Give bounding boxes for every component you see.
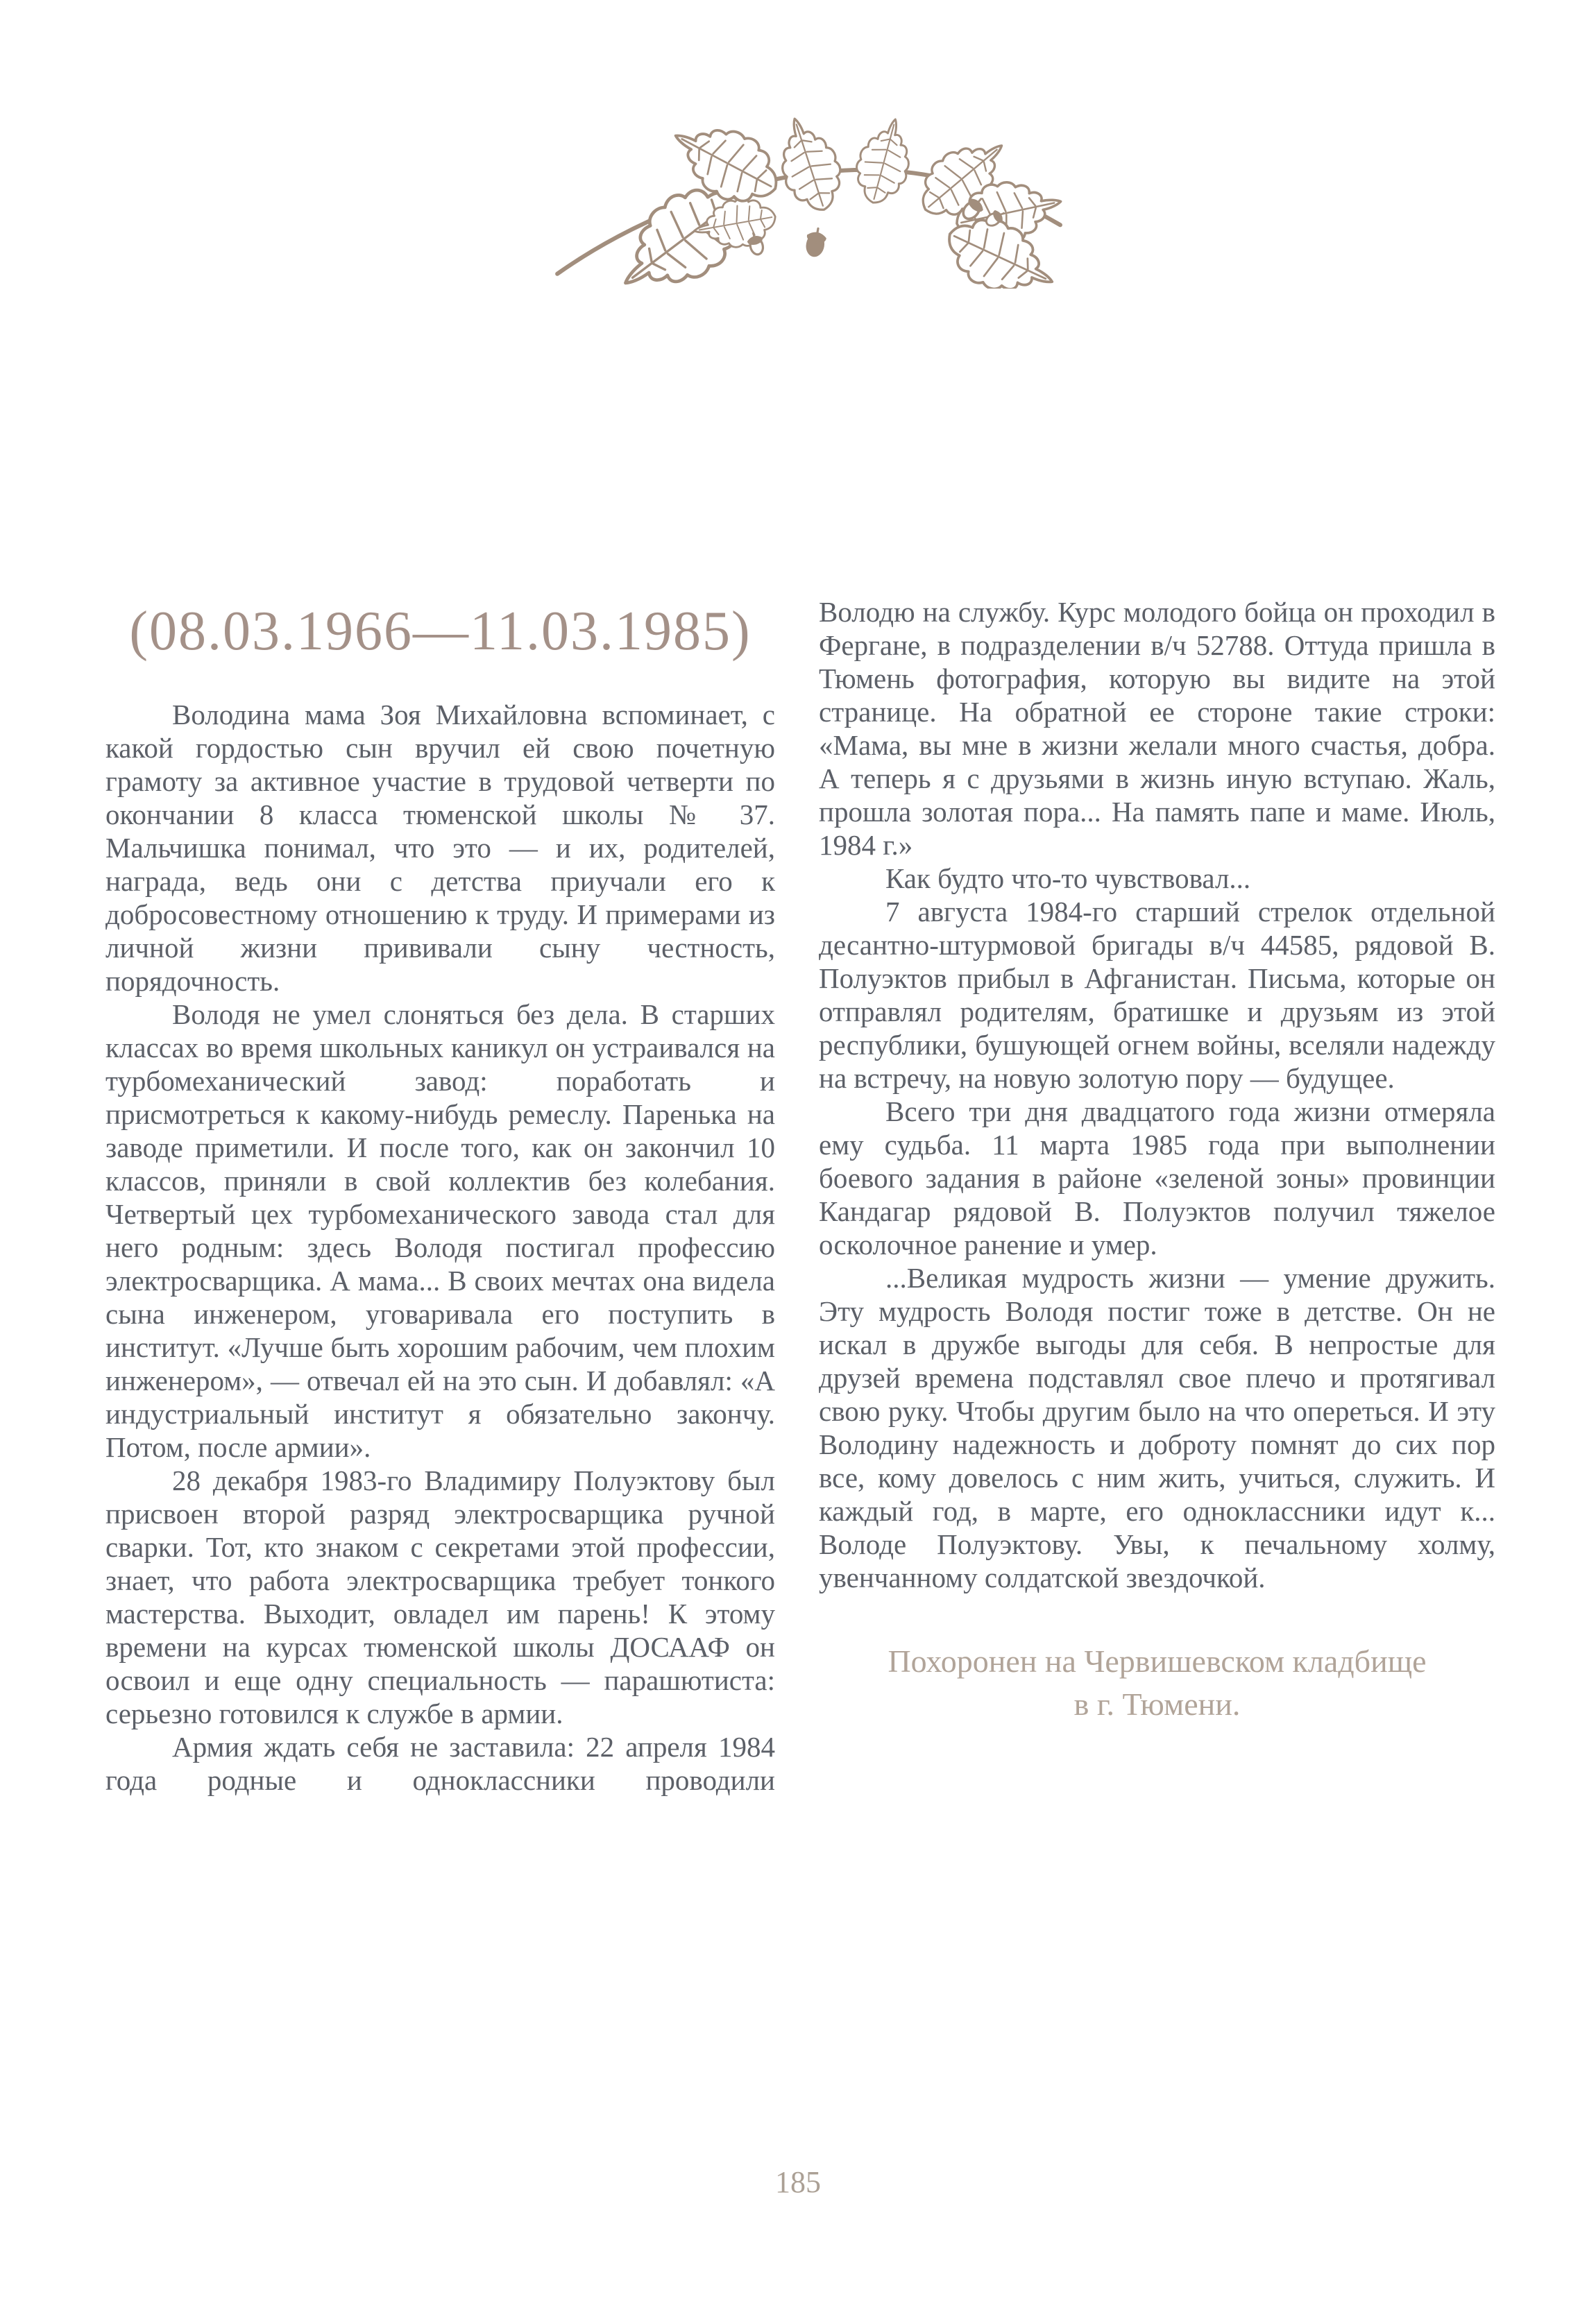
page-number: 185 (775, 2165, 821, 2199)
paragraph: ...Великая мудрость жизни — умение дружить. Эту мудрость Володя постиг тоже в детстве. Он не искал в дружбе выгоды для себя. В непростые для друзей времена подставлял свое плечо и протягивал свою руку. Чтобы другим было на что опереться. И эту Володину надежность и доброту помнят до сих пор все, кому довелось с ним жить, учиться, служить. И каждый год, в марте, его одноклассники идут к... Володе Полуэктову. Увы, к печальному холму, увенчанному солдатской звездочкой. (819, 1262, 1495, 1594)
paragraph: Володина мама Зоя Михайловна вспоминает, с какой гордостью сын вручил ей свою почетную грамоту за активное участие в трудовой четверти по окончании 8 класса тюменской школы № 37. Мальчишка понимал, что это — и их, родителей, награда, ведь они с детства приучали его к добросовестному отношению к труду. И примерами из личной жизни прививали сыну честность, порядочность. (105, 699, 775, 997)
paragraph: Володю на службу. Курс молодого бойца он проходил в Фергане, в подразделении в/ч 52788. Оттуда пришла в Тюмень фотография, которую вы видите на этой странице. На обратной ее стороне такие строки: «Мама, вы мне в жизни желали много счастья, добра. А теперь я с друзьями в жизнь иную вступаю. Жаль, прошла золотая пора... На память папе и маме. Июль, 1984 г.» (819, 596, 1495, 861)
paragraph: Володя не умел слоняться без дела. В старших классах во время школьных каникул он устраивался на турбомеханический завод: поработать и присмотреться к какому-нибудь ремеслу. Паренька на заводе приметили. И после того, как он закончил 10 классов, приняли в свой коллектив без колебания. Четвертый цех турбомеханического завода стал для него родным: здесь Володя постигал профессию электросварщика. А мама... В своих мечтах она видела сына инженером, уговаривала его поступить в институт. «Лучше быть хорошим рабочим, чем плохим инженером», — отвечал ей на это сын. И добавлял: «А индустриальный институт я обязательно закончу. Потом, после армии». (105, 998, 775, 1463)
paragraph: Армия ждать себя не заставила: 22 апреля 1984 года родные и одноклассники проводили (105, 1731, 775, 1796)
life-dates-heading: (08.03.1966—11.03.1985) (129, 601, 752, 662)
burial-note-line: Похоронен на Червишевском кладбище (888, 1643, 1427, 1679)
paragraph: 7 августа 1984-го старший стрелок отдельной десантно-штурмовой бригады в/ч 44585, рядовой В. Полуэктов прибыл в Афганистан. Письма, которые он отправлял родителям, братишке и друзьям из этой республики, бушующей огнем войны, вселяли надежду на встречу, на новую золотую пору — будущее. (819, 896, 1495, 1094)
left-column (105, 602, 775, 1797)
oak-branch-ornament (545, 103, 1069, 289)
paragraph: Как будто что-то чувствовал... (885, 862, 1251, 894)
right-column (819, 595, 1495, 1726)
paragraph: Всего три дня двадцатого года жизни отмеряла ему судьба. 11 марта 1985 года при выполнении боевого задания в районе «зеленой зоны» провинции Кандагар рядовой В. Полуэктов получил тяжелое осколочное ранение и умер. (819, 1095, 1495, 1261)
burial-note-line: в г. Тюмени. (1073, 1686, 1241, 1722)
oak-branch-icon (545, 103, 1069, 289)
paragraph: 28 декабря 1983-го Владимиру Полуэктову был присвоен второй разряд электросварщика ручной сварки. Тот, кто знаком с секретами этой профессии, знает, что работа электросварщика требует тонкого мастерства. Выходит, овладел им парень! К этому времени на курсах тюменской школы ДОСААФ он освоил и еще одну специальность — парашютиста: серьезно готовился к службе в армии. (105, 1464, 775, 1729)
burial-note (819, 1640, 1495, 1726)
